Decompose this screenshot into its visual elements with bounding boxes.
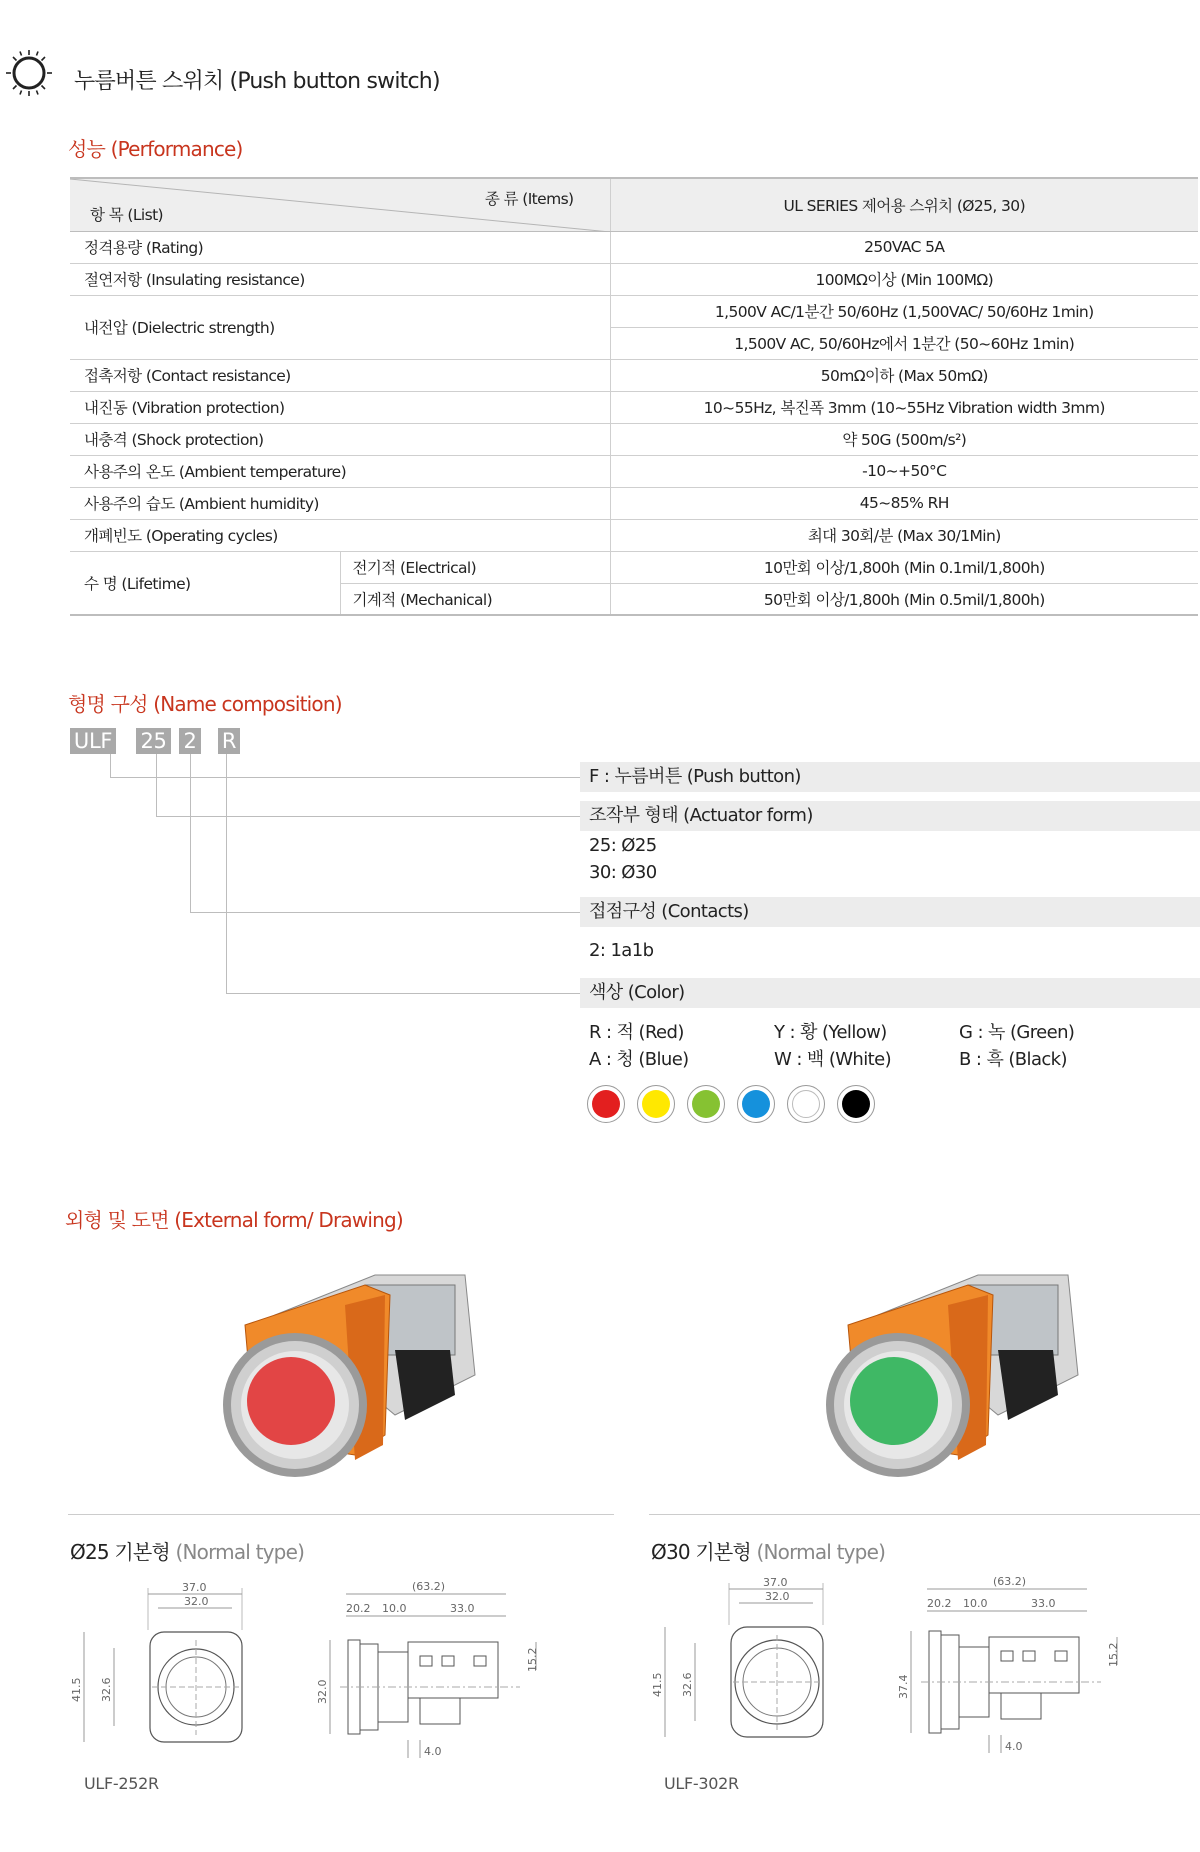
model-right: ULF-302R [664,1774,739,1793]
sun-bullet-icon [4,48,54,98]
connector-line [156,754,157,817]
actuator-option-30: 30: Ø30 [589,862,657,883]
series-header: UL SERIES 제어용 스위치 (Ø25, 30) [610,178,1198,231]
table-row [70,263,1198,295]
code-series-box: ULF [70,728,116,754]
swatch-red [587,1085,625,1123]
color-black-label: B : 흑 (Black) [959,1049,1067,1070]
dim-side-total: (63.2) [993,1575,1027,1588]
switch-product-image-green [818,1255,1088,1495]
swatch-red-fill [592,1090,620,1118]
row-sublabel: 기계적 (Mechanical) [340,583,610,615]
push-button-bar: F : 누름버튼 (Push button) [580,762,1200,792]
table-row [70,551,1198,583]
connector-line [190,912,580,913]
cap-left [247,1357,335,1445]
model-left: ULF-252R [84,1774,159,1793]
dim-front-inner-h: 32.6 [100,1677,113,1702]
row-label: 접촉저항 (Contact resistance) [70,359,610,391]
cap-right [850,1357,938,1445]
color-green-label: G : 녹 (Green) [959,1022,1075,1043]
external-form-title: 외형 및 도면 (External form/ Drawing) [65,1208,403,1232]
connector-line [226,993,580,994]
drawing-right [651,1565,1151,1805]
dim-side-c: 33.0 [450,1602,475,1615]
row-value: -10~+50°C [610,455,1198,487]
row-label: 내전압 (Dielectric strength) [70,295,610,359]
row-label: 개폐빈도 (Operating cycles) [70,519,610,551]
dim-side-b: 10.0 [963,1597,988,1610]
dim-side-total: (63.2) [412,1580,446,1593]
performance-section-title: 성능 (Performance) [68,137,243,161]
switch-product-image-red [215,1255,485,1495]
dim-side-c: 33.0 [1031,1597,1056,1610]
row-sublabel: 전기적 (Electrical) [340,551,610,583]
dim-side-a: 20.2 [346,1602,371,1615]
swatch-yellow [637,1085,675,1123]
code-size-box: 25 [136,728,171,754]
row-label: 정격용량 (Rating) [70,231,610,263]
dim-front-outer-h: 41.5 [651,1672,664,1697]
color-white-label: W : 백 (White) [774,1049,891,1070]
row-value: 50만회 이상/1,800h (Min 0.5mil/1,800h) [610,583,1198,615]
name-composition-title: 형명 구성 (Name composition) [68,692,342,716]
row-value: 250VAC 5A [610,231,1198,263]
swatch-yellow-fill [642,1090,670,1118]
table-row [70,455,1198,487]
row-value: 50mΩ이하 (Max 50mΩ) [610,359,1198,391]
row-value: 약 50G (500m/s²) [610,423,1198,455]
color-red-label: R : 적 (Red) [589,1022,684,1043]
row-label: 내진동 (Vibration protection) [70,391,610,423]
connector-line [190,754,191,913]
table-row [70,487,1198,519]
drawing-right-type: (Normal type) [756,1540,886,1564]
contacts-option: 2: 1a1b [589,940,654,961]
row-label: 사용주의 습도 (Ambient humidity) [70,487,610,519]
table-header-row [70,178,1198,231]
connector-line [226,754,227,994]
dim-front-outer-h: 41.5 [70,1677,83,1702]
row-value: 최대 30회/분 (Max 30/1Min) [610,519,1198,551]
table-row [70,391,1198,423]
dim-front-outer-w: 37.0 [182,1581,207,1594]
dim-side-bottom: 4.0 [1005,1740,1023,1753]
dim-side-a: 20.2 [927,1597,952,1610]
color-blue-label: A : 청 (Blue) [589,1049,689,1070]
swatch-white-fill [792,1090,820,1118]
row-value: 100MΩ이상 (Min 100MΩ) [610,263,1198,295]
drawing-left-type: (Normal type) [175,1540,305,1564]
dim-front-outer-w: 37.0 [763,1576,788,1589]
performance-table [70,177,1198,616]
row-value: 1,500V AC/1분간 50/60Hz (1,500VAC/ 50/60Hz 1min) [610,295,1198,327]
list-header: 항 목 (List) [90,206,163,224]
swatch-green [687,1085,725,1123]
drawing-right-title [651,1536,885,1565]
dim-side-b: 10.0 [382,1602,407,1615]
row-value: 1,500V AC, 50/60Hz에서 1분간 (50~60Hz 1min) [610,327,1198,359]
row-label: 내충격 (Shock protection) [70,423,610,455]
corner-header-cell [70,178,610,231]
dim-side-tab: 15.2 [526,1647,539,1672]
divider-left [68,1514,614,1515]
row-value: 10~55Hz, 복진폭 3mm (10~55Hz Vibration width 3mm) [610,391,1198,423]
row-label: 절연저항 (Insulating resistance) [70,263,610,295]
dim-side-tab: 15.2 [1107,1642,1120,1667]
actuator-form-bar: 조작부 형태 (Actuator form) [580,801,1200,831]
color-bar: 색상 (Color) [580,978,1200,1008]
table-row [70,231,1198,263]
page-title: 누름버튼 스위치 (Push button switch) [74,69,440,94]
connector-line [156,816,580,817]
swatch-green-fill [692,1090,720,1118]
row-label: 수 명 (Lifetime) [70,551,340,615]
table-row [70,519,1198,551]
dim-front-inner-w: 32.0 [184,1595,209,1608]
drawing-right-name: Ø30 기본형 [651,1540,751,1564]
swatch-white [787,1085,825,1123]
table-row [70,423,1198,455]
color-yellow-label: Y : 황 (Yellow) [774,1022,887,1043]
table-row [70,359,1198,391]
divider-right [649,1514,1200,1515]
dim-front-inner-w: 32.0 [765,1590,790,1603]
table-row [70,295,1198,327]
swatch-blue [737,1085,775,1123]
drawing-left-name: Ø25 기본형 [70,1540,170,1564]
dim-side-bottom: 4.0 [424,1745,442,1758]
swatch-blue-fill [742,1090,770,1118]
actuator-option-25: 25: Ø25 [589,835,657,856]
connector-line [110,754,111,778]
drawing-left-title [70,1536,304,1565]
swatch-black-fill [842,1090,870,1118]
code-color-box: R [218,728,240,754]
row-value: 45~85% RH [610,487,1198,519]
contacts-bar: 접점구성 (Contacts) [580,897,1200,927]
dim-front-inner-h: 32.6 [681,1672,694,1697]
code-contacts-box: 2 [179,728,201,754]
connector-line [110,777,580,778]
items-header: 종 류 (Items) [484,190,574,208]
row-value: 10만회 이상/1,800h (Min 0.1mil/1,800h) [610,551,1198,583]
swatch-black [837,1085,875,1123]
dim-side-h: 37.4 [897,1674,910,1699]
row-label: 사용주의 온도 (Ambient temperature) [70,455,610,487]
dim-side-h: 32.0 [316,1679,329,1704]
